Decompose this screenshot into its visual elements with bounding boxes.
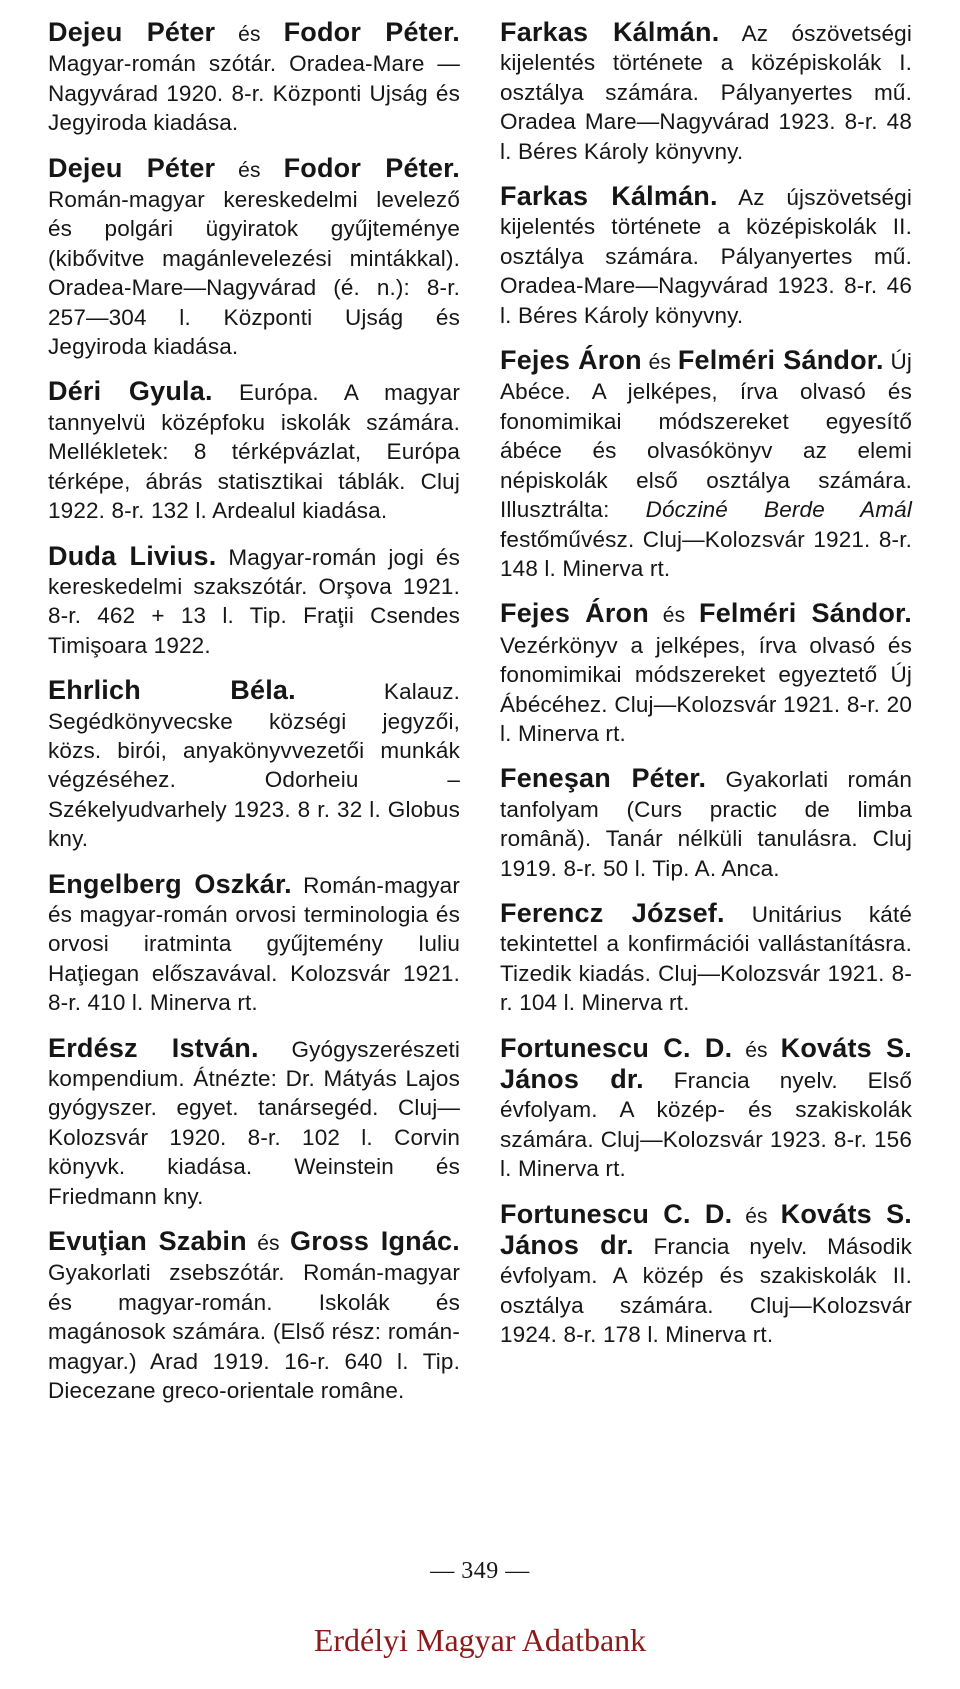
entry-author-second: Felméri Sándor. xyxy=(677,345,884,376)
entry-conjunction: és xyxy=(257,1232,280,1256)
entry-conjunction: és xyxy=(238,23,261,46)
entry-author: Ferencz József. xyxy=(500,897,725,928)
entry-description: Új Abéce. A jelképes, írva olvasó és fonomimikai módszereket egyesítő ábéce és olvasókönyv az elemi népiskolák első osztálya számára. Illusztrálta: xyxy=(500,349,912,523)
entry-author-second: Gross Ignác. xyxy=(290,1226,460,1257)
entry-description: Magyar-román jogi és kereskedelmi szakszótár. Orşova 1921. 8-r. 462 + 13 l. Tip. Fraţii Csendes Timişoara 1922. xyxy=(48,544,460,658)
entry-conjunction: és xyxy=(745,1204,768,1228)
bibliography-entry xyxy=(500,18,912,166)
entry-author: Farkas Kálmán. xyxy=(500,17,720,47)
entry-author: Ehrlich Béla. xyxy=(48,675,296,706)
bibliography-entry xyxy=(500,182,912,330)
entry-description: Gyógyszerészeti kompendium. Átnézte: Dr. Mátyás Lajos gyógyszer. egyet. tanársegéd. Cluj—Kolozsvár 1920. 8-r. 102 l. Corvin könyvk. kiadása. Weinstein és Friedmann kny. xyxy=(48,1036,460,1209)
entry-description: Kalauz. Segédkönyvecske községi jegyzői, közs. birói, anyakönyvvezetői munkák végzéséhez. Odorheiu – Székelyudvarhely 1923. 8 r. 32 l. Globus kny. xyxy=(48,679,461,852)
entry-author: Fortunescu C. D. xyxy=(500,1198,733,1229)
entry-conjunction: és xyxy=(745,1038,768,1062)
entry-author-second: Felméri Sándor. xyxy=(699,598,912,629)
footer-watermark: Erdélyi Magyar Adatbank xyxy=(313,1622,647,1658)
entry-author: Duda Livius. xyxy=(48,540,217,571)
entry-description: Unitárius káté tekintettel a konfirmációi vallástanításra. Tizedik kiadás. Cluj—Kolozsvár 1921. 8-r. 104 l. Minerva rt. xyxy=(500,901,913,1016)
entry-author-second: Kováts S. János dr. xyxy=(500,1032,913,1094)
bibliography-entry xyxy=(48,1034,460,1211)
entry-description: Francia nyelv. Első évfolyam. A közép- és szakiskolák számára. Cluj—Kolozsvár 1923. 8-r. 156 l. Minerva rt. xyxy=(500,1068,912,1182)
entry-description: Román-magyar és magyar-román orvosi terminologia és orvosi iratminta gyűjtemény Iuliu Haţiegan előszavával. Kolozsvár 1921. 8-r. 410 l. Minerva rt. xyxy=(48,872,460,1016)
bibliography-entry xyxy=(500,764,912,883)
bibliography-entry xyxy=(48,377,460,525)
bibliography-entry xyxy=(48,870,460,1018)
entry-author: Dejeu Péter xyxy=(48,152,216,183)
bibliography-entry xyxy=(500,899,912,1018)
bibliography-entry xyxy=(48,542,460,661)
entry-author: Farkas Kálmán. xyxy=(500,181,718,212)
entry-author: Feneşan Péter. xyxy=(500,763,707,794)
bibliography-entry xyxy=(500,599,912,748)
entry-author-second: Fodor Péter. xyxy=(283,17,460,47)
left-column xyxy=(48,18,460,1421)
bibliography-entry xyxy=(48,1227,460,1405)
entry-description: Vezérkönyv a jelképes, írva olvasó és fonomimikai módszereket egyeztető Új Ábécéhez. Cluj—Kolozsvár 1921. 8-r. 20 l. Minerva rt. xyxy=(500,632,912,746)
entry-description: Magyar-román szótár. Oradea-Mare —Nagyvárad 1920. 8-r. Központi Ujság és Jegyiroda kiadása. xyxy=(48,51,460,136)
entry-author-second: Fodor Péter. xyxy=(283,152,460,183)
bibliography-entry xyxy=(48,676,460,853)
entry-author: Fortunescu C. D. xyxy=(500,1032,733,1063)
entry-author: Dejeu Péter xyxy=(48,17,216,47)
bibliography-entry xyxy=(500,1200,912,1350)
entry-description: Román-magyar kereskedelmi levelező és polgári ügyiratok gyűjteménye (kibővitve magánlevelezési mintákkal). Oradea-Mare—Nagyvárad (é. n.): 8-r. 257—304 l. Központi Ujság és Jegyiroda kiadása. xyxy=(48,187,460,360)
entry-author: Erdész István. xyxy=(48,1032,259,1063)
entry-author: Fejes Áron xyxy=(500,598,649,629)
bibliography-entry xyxy=(500,1034,912,1184)
entry-author: Fejes Áron xyxy=(500,345,642,376)
entry-author: Evuţian Szabin xyxy=(48,1226,247,1257)
illustrator-name: Dócziné Berde Amál xyxy=(645,497,912,523)
entry-description: Francia nyelv. Második évfolyam. A közép és szakiskolák II. osztálya számára. Cluj—Kolozsvár 1924. 8-r. 178 l. Minerva rt. xyxy=(500,1234,912,1348)
bibliography-entry xyxy=(48,154,460,362)
entry-description: Európa. A magyar tannyelvü középfoku iskolák számára. Mellékletek: 8 térképvázlat, Európa térképe, ábrás statisztikai táblák. Cluj 1922. 8-r. 132 l. Ardealul kiadása. xyxy=(48,380,460,524)
bibliography-entry xyxy=(48,18,460,138)
page-number: — 349 — xyxy=(430,1558,530,1584)
entry-conjunction: és xyxy=(238,158,261,182)
bibliography-entry xyxy=(500,346,912,583)
entry-author: Engelberg Oszkár. xyxy=(48,868,292,899)
entry-description: Az ószövetségi kijelentés története a középiskolák I. osztálya számára. Pályanyertes mű. Oradea Mare—Nagyvárad 1923. 8-r. 48 l. Béres Károly könyvny. xyxy=(500,21,912,164)
entry-description: Az újszövetségi kijelentés története a középiskolák II. osztálya számára. Pályanyertes mű. Oradea-Mare—Nagyvárad 1923. 8-r. 46 l. Béres Károly könyvny. xyxy=(500,185,912,328)
entry-description-cont: festőművész. Cluj—Kolozsvár 1921. 8-r. 148 l. Minerva rt. xyxy=(500,526,912,581)
entry-description: Gyakorlati zsebszótár. Román-magyar és magyar-román. Iskolák és magánosok számára. (Első rész: román-magyar.) Arad 1919. 16-r. 640 l. Tip. Diecezane greco-orientale române. xyxy=(48,1260,460,1404)
entry-author-second: Kováts S. János dr. xyxy=(500,1198,913,1261)
entry-description: Gyakorlati román tanfolyam (Curs practic de limba română). Tanár nélküli tanulásra. Cluj 1919. 8-r. 50 l. Tip. A. Anca. xyxy=(500,767,912,881)
entry-conjunction: és xyxy=(662,604,686,628)
entry-author: Déri Gyula. xyxy=(48,376,213,407)
right-column xyxy=(500,18,912,1366)
entry-conjunction: és xyxy=(648,351,672,375)
